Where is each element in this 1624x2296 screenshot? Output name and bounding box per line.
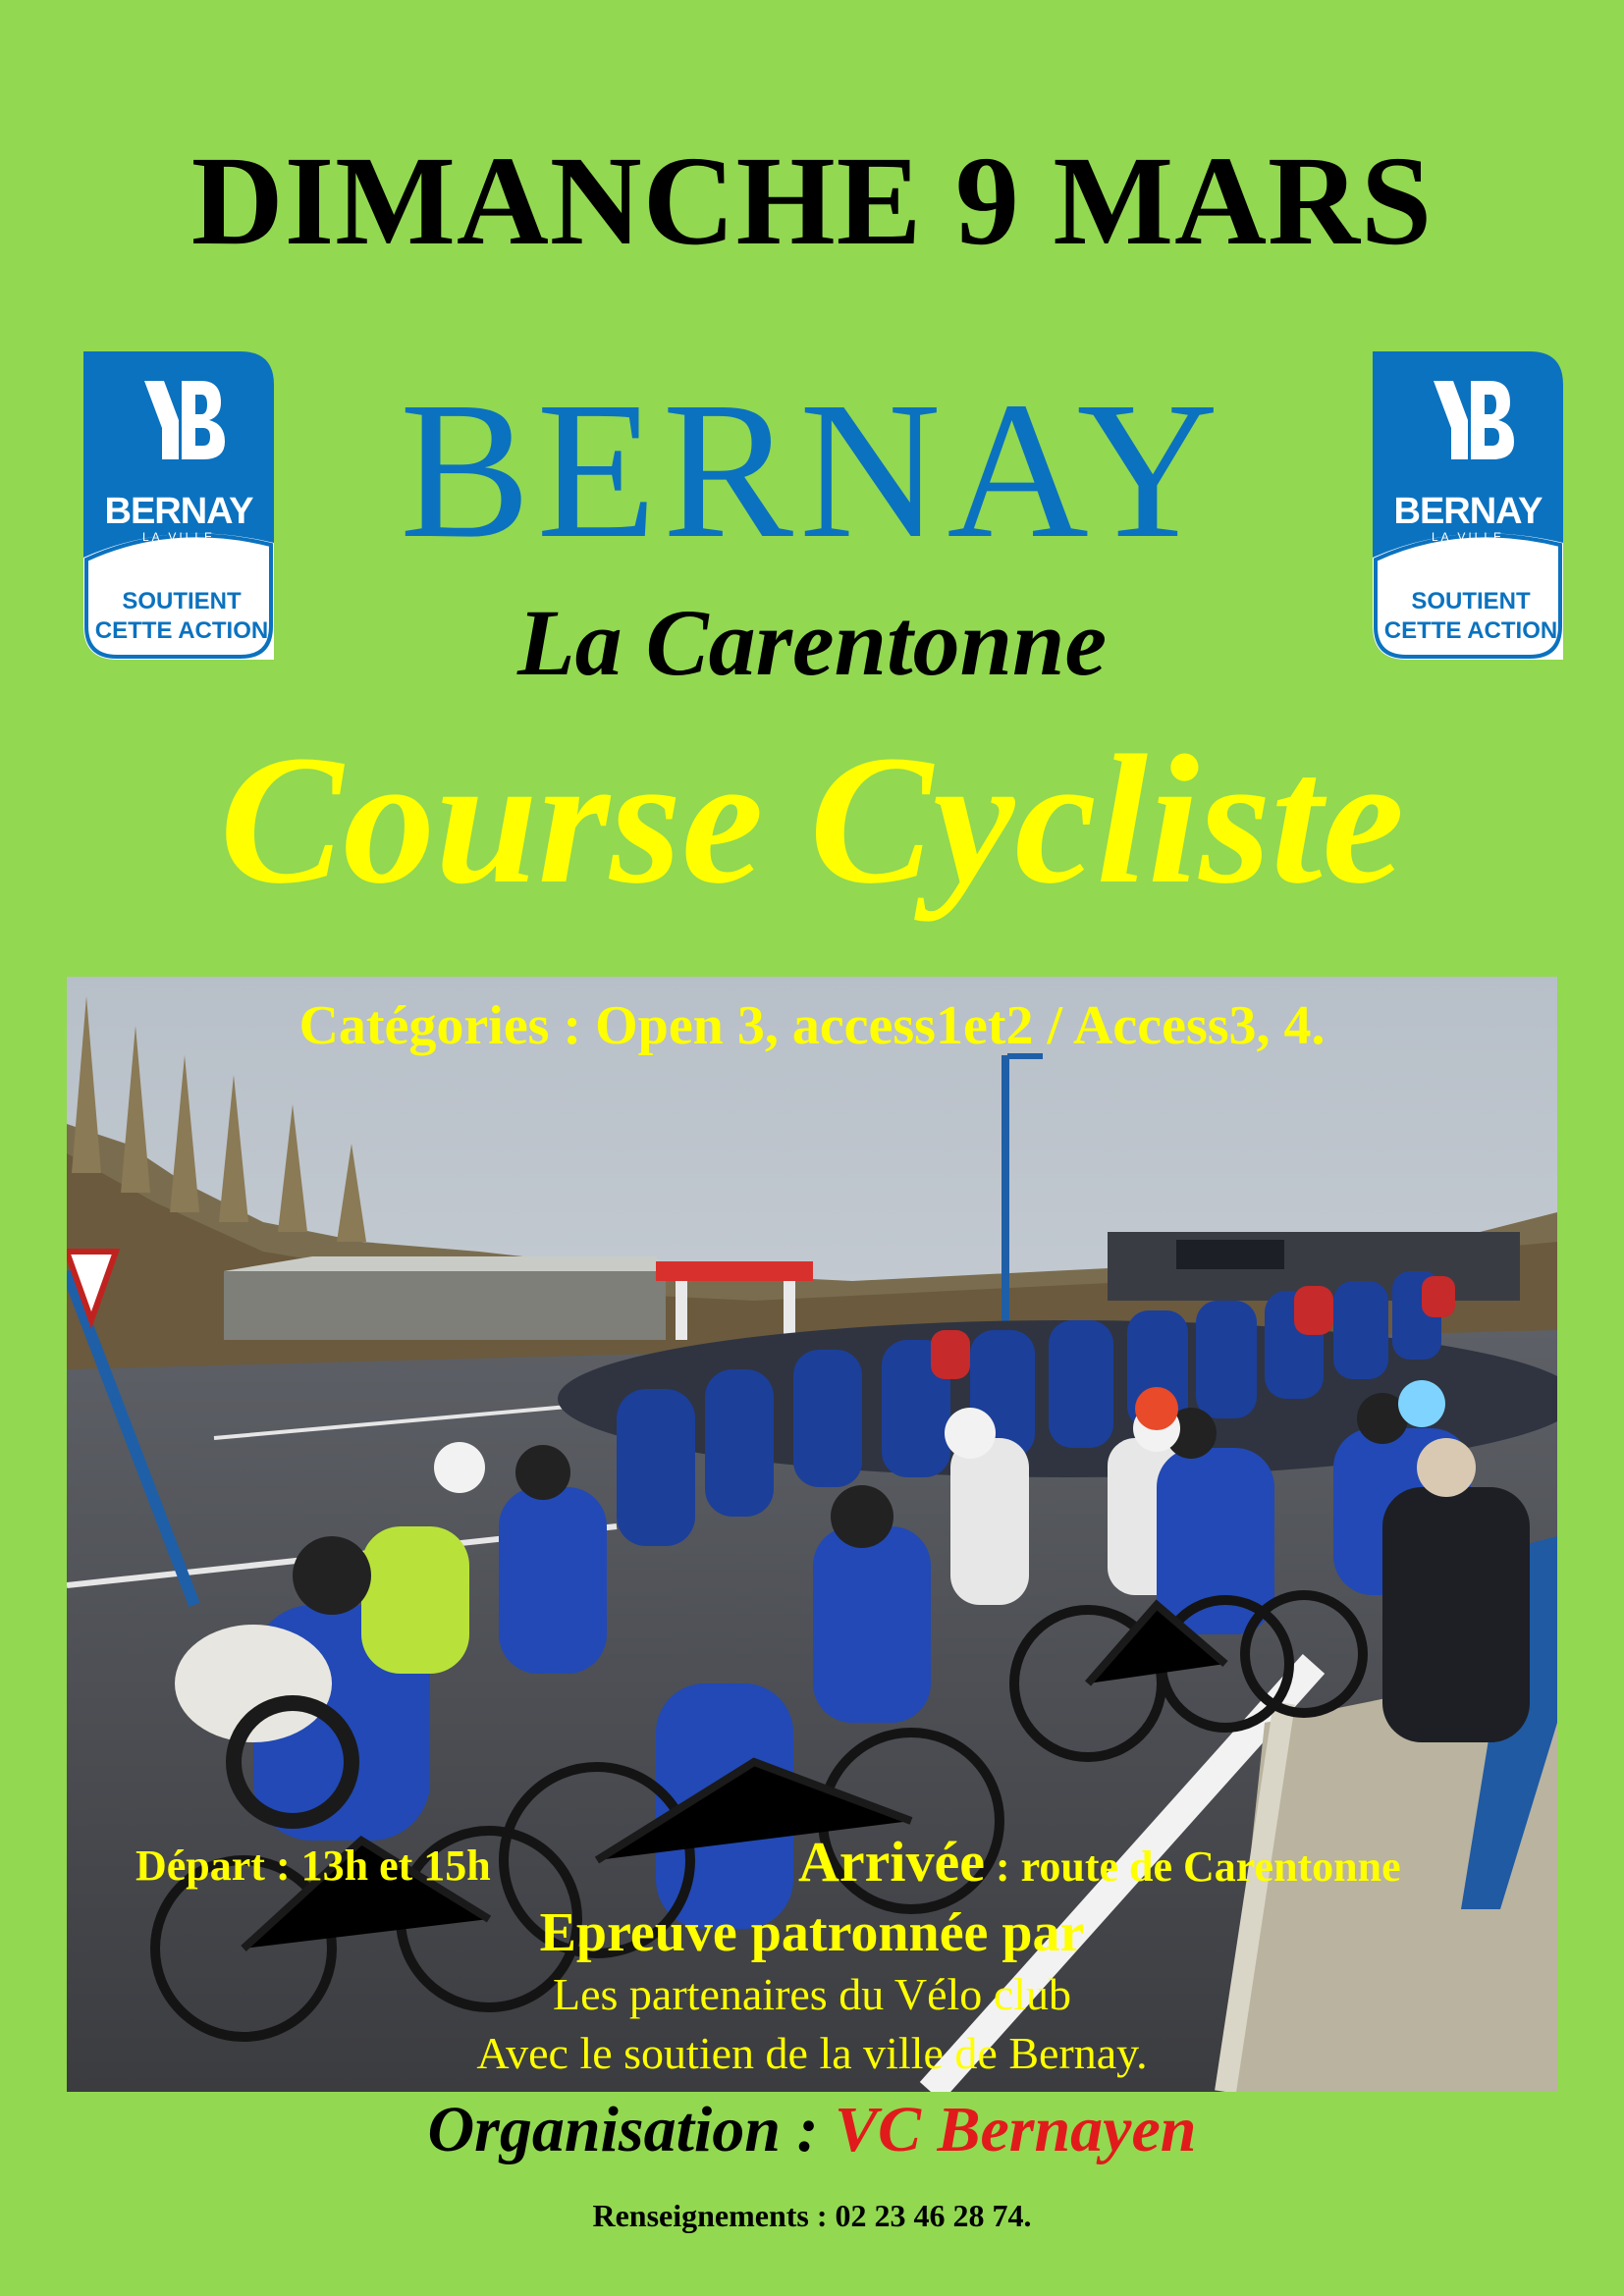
place-title: La Carentonne bbox=[516, 590, 1108, 695]
logo-tagline: LA VILLE bbox=[141, 530, 216, 544]
badge-line2: CETTE ACTION bbox=[1383, 617, 1558, 644]
logo-name: BERNAY bbox=[104, 491, 253, 532]
arrival-text bbox=[798, 1829, 1401, 1895]
badge-line1: SOUTIENT bbox=[1411, 588, 1531, 614]
badge-line1: SOUTIENT bbox=[122, 588, 242, 614]
arrival-label: Arrivée bbox=[798, 1830, 985, 1894]
city-title: BERNAY bbox=[400, 362, 1224, 579]
race-photo bbox=[67, 977, 1557, 2092]
partners-text: Les partenaires du Vélo club bbox=[553, 1969, 1071, 2019]
organisation-name: VC Bernayen bbox=[834, 2094, 1197, 2165]
departure-text: Départ : 13h et 15h bbox=[135, 1842, 491, 1890]
contact-info: Renseignements : 02 23 46 28 74. bbox=[592, 2198, 1032, 2233]
event-title: Course Cycliste bbox=[219, 717, 1405, 922]
organisation-line bbox=[0, 2091, 1624, 2169]
patron-text: Epreuve patronnée par bbox=[539, 1902, 1085, 1963]
logo-name: BERNAY bbox=[1393, 491, 1543, 532]
categories-text: Catégories : Open 3, access1et2 / Access3, 4. bbox=[298, 995, 1326, 1056]
date-title: DIMANCHE 9 MARS bbox=[190, 131, 1434, 272]
support-text: Avec le soutien de la ville de Bernay. bbox=[476, 2028, 1148, 2078]
badge-line2: CETTE ACTION bbox=[94, 617, 269, 644]
logo-tagline: LA VILLE bbox=[1431, 530, 1505, 544]
arrival-place: : route de Carentonne bbox=[984, 1842, 1401, 1891]
organisation-label: Organisation : bbox=[427, 2094, 835, 2165]
